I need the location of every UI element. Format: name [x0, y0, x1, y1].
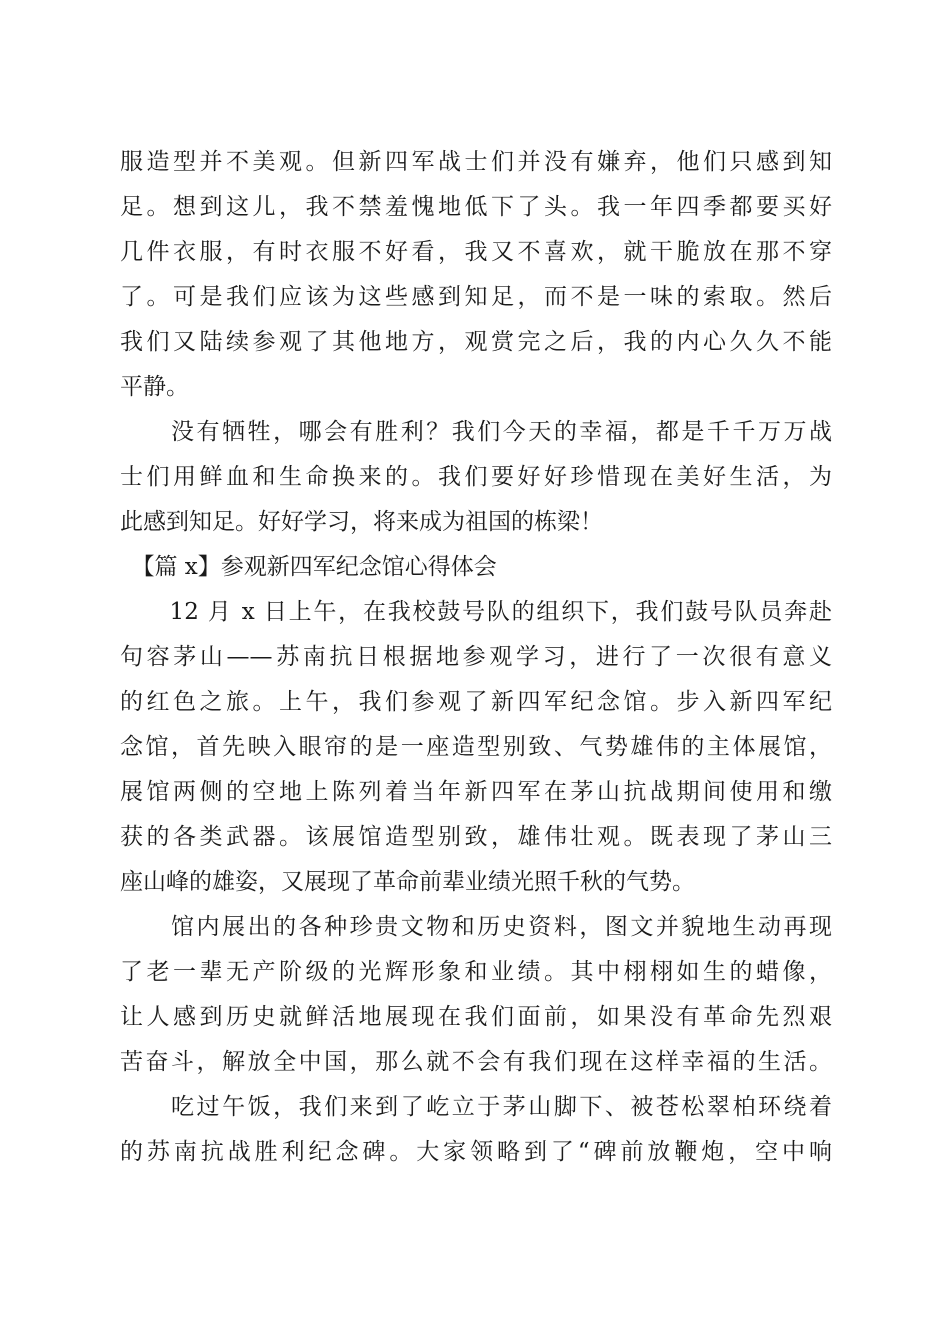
text-line: 吃过午饭，我们来到了屹立于茅山脚下、被苍松翠柏环绕着 [120, 1094, 832, 1120]
text-line: 此感到知足。好好学习，将来成为祖国的栋梁！ [120, 509, 603, 535]
text-line: 座山峰的雄姿，又展现了革命前辈业绩光照千秋的气势。 [120, 869, 695, 895]
text-line: 平静。 [120, 374, 189, 400]
text-line: 了老一辈无产阶级的光辉形象和业绩。其中栩栩如生的蜡像， [120, 959, 832, 985]
text-line: 的红色之旅。上午，我们参观了新四军纪念馆。步入新四军纪 [120, 689, 832, 715]
text-line: 了。可是我们应该为这些感到知足，而不是一味的索取。然后 [120, 284, 832, 310]
text-line: 获的各类武器。该展馆造型别致，雄伟壮观。既表现了茅山三 [120, 824, 832, 850]
text-line: 服造型并不美观。但新四军战士们并没有嫌弃，他们只感到知 [120, 149, 832, 175]
text-line: 我们又陆续参观了其他地方，观赏完之后，我的内心久久不能 [120, 329, 832, 355]
document-body [120, 140, 832, 1175]
text-line: 馆内展出的各种珍贵文物和历史资料，图文并貌地生动再现 [120, 914, 832, 940]
section-heading: 【篇 x】参观新四军纪念馆心得体会 [120, 554, 497, 580]
text-line: 苦奋斗，解放全中国，那么就不会有我们现在这样幸福的生活。 [120, 1049, 832, 1075]
text-line: 士们用鲜血和生命换来的。我们要好好珍惜现在美好生活，为 [120, 464, 832, 490]
text-line: 没有牺牲，哪会有胜利？我们今天的幸福，都是千千万万战 [120, 419, 832, 445]
text-line: 12 月 x 日上午，在我校鼓号队的组织下，我们鼓号队员奔赴 [120, 599, 832, 625]
text-line: 句容茅山——苏南抗日根据地参观学习，进行了一次很有意义 [120, 644, 832, 670]
text-line: 足。想到这儿，我不禁羞愧地低下了头。我一年四季都要买好 [120, 194, 832, 220]
text-line: 几件衣服，有时衣服不好看，我又不喜欢，就干脆放在那不穿 [120, 239, 832, 265]
text-line: 念馆，首先映入眼帘的是一座造型别致、气势雄伟的主体展馆， [120, 734, 832, 760]
text-line: 让人感到历史就鲜活地展现在我们面前，如果没有革命先烈艰 [120, 1004, 832, 1030]
text-line: 的苏南抗战胜利纪念碑。大家领略到了“碑前放鞭炮，空中响 [120, 1139, 832, 1165]
text-line: 展馆两侧的空地上陈列着当年新四军在茅山抗战期间使用和缴 [120, 779, 832, 805]
